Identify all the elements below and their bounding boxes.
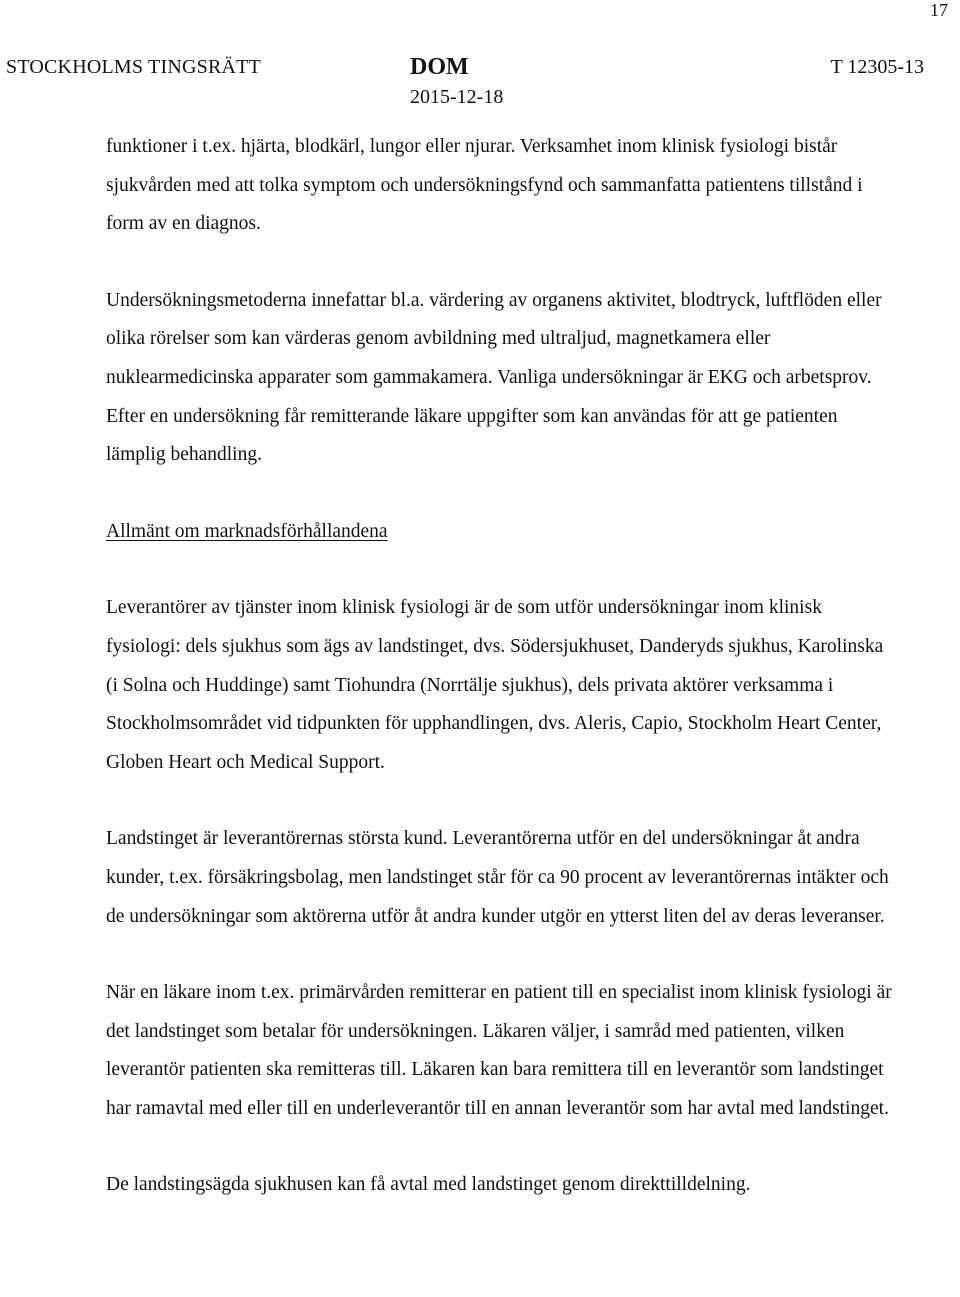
court-name: STOCKHOLMS TINGSRÄTT [6,56,261,78]
document-date: 2015-12-18 [410,86,504,108]
paragraph-6: De landstingsägda sjukhusen kan få avtal med landstinget genom direkttilldelning. [106,1174,751,1196]
paragraph-2: Undersökningsmetoderna innefattar bl.a. värdering av organens aktivitet, blodtryck, luftflöden eller olika rörelser som kan värderas genom avbildning med ultraljud, magnetkamera eller nuklearmedicinska apparater som gammakamera. Vanliga undersökningar är EKG och arbetsprov. Efter en undersökning får remitterande läkare uppgifter som kan användas för att ge patienten lämplig behandling. [106,289,882,466]
paragraph-3: Leverantörer av tjänster inom klinisk fysiologi är de som utför undersökningar inom klinisk fysiologi: dels sjukhus som ägs av landstinget, dvs. Södersjukhuset, Danderyds sjukhus, Karolinska (i Solna och Huddinge) samt Tiohundra (Norrtälje sjukhus), dels privata aktörer verksamma i Stockholmsområdet vid tidpunkten för upphandlingen, dvs. Aleris, Capio, Stockholm Heart Center, Globen Heart och Medical Support. [106,597,884,773]
paragraph-5: När en läkare inom t.ex. primärvården remitterar en patient till en specialist inom klinisk fysiologi är det landstinget som betalar för undersökningen. Läkaren väljer, i samråd med patienten, vilken leverantör patienten ska remitteras till. Läkaren kan bara remittera till en leverantör som landstinget har ramavtal med eller till en underleverantör till en annan leverantör som har avtal med landstinget. [106,982,892,1119]
document-header [0,56,960,116]
section-heading: Allmänt om marknadsförhållandena [106,520,388,542]
paragraph-4: Landstinget är leverantörernas största kund. Leverantörerna utför en del undersökningar åt andra kunder, t.ex. försäkringsbolag, men landstinget står för ca 90 procent av leverantörernas intäkter och de undersökningar som aktörerna utför åt andra kunder utgör en ytterst liten del av deras leveranser. [106,828,889,927]
paragraph-1: funktioner i t.ex. hjärta, blodkärl, lungor eller njurar. Verksamhet inom klinisk fysiologi bistår sjukvården med att tolka symptom och undersökningsfynd och sammanfatta patientens tillstånd i form av en diagnos. [106,136,863,235]
document-type: DOM [410,54,469,80]
page-number: 17 [930,0,948,20]
case-number: T 12305-13 [830,56,924,78]
document-body [106,128,896,1205]
